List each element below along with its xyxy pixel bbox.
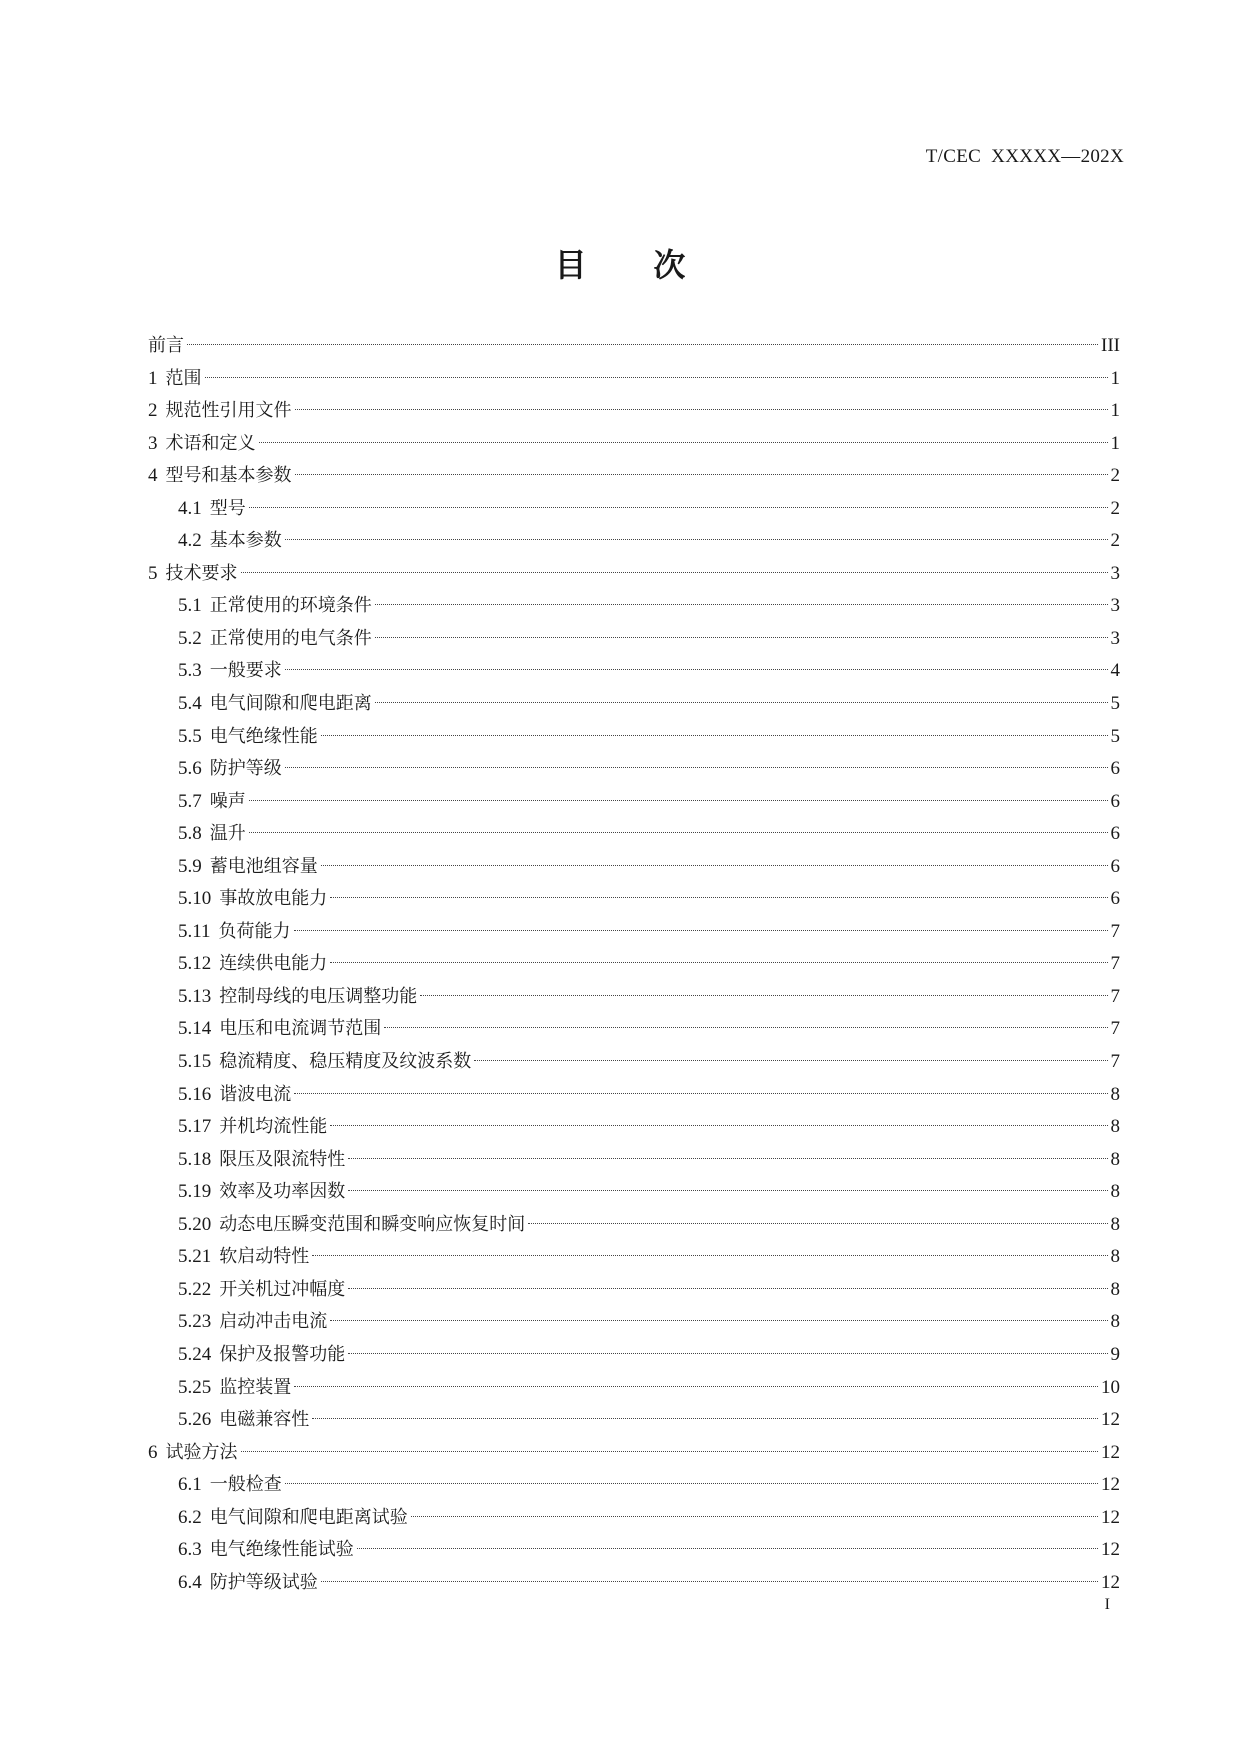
toc-entry-page: 6 <box>1110 790 1120 812</box>
toc-entry-title: 试验方法 <box>165 1441 238 1463</box>
toc-entry-title: 规范性引用文件 <box>165 400 292 422</box>
toc-dot-leader <box>241 1451 1099 1452</box>
toc-entry-number: 5.23 <box>178 1311 212 1333</box>
toc-entry-number: 5.14 <box>178 1018 212 1040</box>
toc-entry-number: 5.8 <box>178 823 202 845</box>
toc-dot-leader <box>321 1581 1098 1582</box>
toc-entry-title: 事故放电能力 <box>219 888 328 910</box>
toc-entry[interactable] <box>148 1013 1120 1046</box>
toc-entry[interactable] <box>148 395 1120 428</box>
toc-dot-leader <box>348 1190 1107 1191</box>
toc-entry-number: 5.18 <box>178 1148 212 1170</box>
toc-entry-title: 技术要求 <box>165 562 238 584</box>
toc-entry[interactable] <box>148 721 1120 754</box>
toc-entry[interactable] <box>148 818 1120 851</box>
toc-entry-page: 4 <box>1110 660 1120 682</box>
toc-entry-number: 5.6 <box>178 758 202 780</box>
toc-entry-page: 6 <box>1110 758 1120 780</box>
toc-entry-page: 8 <box>1110 1116 1120 1138</box>
toc-dot-leader <box>474 1060 1107 1061</box>
toc-entry-title: 电气间隙和爬电距离 <box>209 693 372 715</box>
toc-dot-leader <box>375 637 1108 638</box>
toc-entry[interactable] <box>148 1306 1120 1339</box>
toc-entry-number: 5.26 <box>178 1409 212 1431</box>
toc-entry-page: 8 <box>1110 1148 1120 1170</box>
toc-dot-leader <box>285 669 1108 670</box>
toc-dot-leader <box>249 832 1108 833</box>
toc-dot-leader <box>205 377 1108 378</box>
toc-entry-page: 8 <box>1110 1311 1120 1333</box>
toc-entry[interactable] <box>148 623 1120 656</box>
document-code: T/CEC XXXXX—202X <box>925 146 1124 167</box>
toc-dot-leader <box>295 474 1108 475</box>
toc-entry-page: 8 <box>1110 1278 1120 1300</box>
toc-entry-page: 3 <box>1110 595 1120 617</box>
page-title: 目 次 <box>554 246 686 284</box>
toc-entry-page: 7 <box>1110 985 1120 1007</box>
toc-entry-title: 噪声 <box>209 790 246 812</box>
toc-dot-leader <box>330 897 1107 898</box>
toc-entry-page: III <box>1101 335 1120 356</box>
toc-entry-title: 控制母线的电压调整功能 <box>219 985 418 1007</box>
toc-entry-page: 12 <box>1101 1409 1120 1431</box>
toc-entry-number: 4 <box>148 465 158 487</box>
toc-entry[interactable] <box>148 1209 1120 1242</box>
toc-entry-page: 1 <box>1110 400 1120 422</box>
toc-entry[interactable] <box>148 1502 1120 1535</box>
toc-dot-leader <box>411 1516 1098 1517</box>
toc-entry-number: 4.1 <box>178 497 202 519</box>
toc-entry[interactable] <box>148 883 1120 916</box>
toc-entry-title: 谐波电流 <box>219 1083 292 1105</box>
toc-dot-leader <box>321 865 1108 866</box>
toc-entry[interactable] <box>148 916 1120 949</box>
toc-entry-number: 6.2 <box>178 1506 202 1528</box>
toc-entry[interactable] <box>148 1079 1120 1112</box>
toc-dot-leader <box>285 1483 1098 1484</box>
toc-entry-number: 5.10 <box>178 888 212 910</box>
toc-entry-page: 12 <box>1101 1571 1120 1593</box>
toc-entry-title: 温升 <box>209 823 246 845</box>
toc-entry-page: 10 <box>1101 1376 1120 1398</box>
toc-entry-number: 5.7 <box>178 790 202 812</box>
toc-entry[interactable] <box>148 525 1120 558</box>
toc-entry[interactable] <box>148 590 1120 623</box>
toc-entry-page: 7 <box>1110 1051 1120 1073</box>
toc-entry-number: 4.2 <box>178 530 202 552</box>
toc-entry[interactable] <box>148 460 1120 493</box>
toc-entry-title: 防护等级试验 <box>209 1571 318 1593</box>
toc-entry-number: 6 <box>148 1441 158 1463</box>
toc-entry-title: 动态电压瞬变范围和瞬变响应恢复时间 <box>219 1213 526 1235</box>
toc-entry-number: 5.19 <box>178 1181 212 1203</box>
toc-entry-title: 电气绝缘性能 <box>209 725 318 747</box>
toc-dot-leader <box>528 1223 1107 1224</box>
toc-entry[interactable] <box>148 1144 1120 1177</box>
toc-entry-title: 正常使用的环境条件 <box>209 595 372 617</box>
toc-entry-number: 6.4 <box>178 1571 202 1593</box>
toc-entry[interactable] <box>148 363 1120 396</box>
toc-entry[interactable] <box>148 655 1120 688</box>
toc-entry[interactable] <box>148 851 1120 884</box>
toc-entry-number: 6.3 <box>178 1539 202 1561</box>
toc-entry-page: 8 <box>1110 1213 1120 1235</box>
toc-entry-number: 5.24 <box>178 1343 212 1365</box>
toc-entry-number: 6.1 <box>178 1474 202 1496</box>
toc-entry-page: 5 <box>1110 725 1120 747</box>
toc-dot-leader <box>241 572 1108 573</box>
toc-entry-title: 限压及限流特性 <box>219 1148 346 1170</box>
toc-entry-page: 1 <box>1110 367 1120 389</box>
toc-dot-leader <box>259 442 1108 443</box>
toc-entry-page: 6 <box>1110 823 1120 845</box>
toc-entry-number: 5.16 <box>178 1083 212 1105</box>
toc-dot-leader <box>321 735 1108 736</box>
toc-entry[interactable] <box>148 1274 1120 1307</box>
toc-entry-title: 型号 <box>209 497 246 519</box>
toc-dot-leader <box>294 1093 1107 1094</box>
toc-entry[interactable] <box>148 786 1120 819</box>
toc-entry-page: 7 <box>1110 1018 1120 1040</box>
toc-dot-leader <box>420 995 1107 996</box>
toc-entry-number: 5.12 <box>178 953 212 975</box>
toc-entry-title: 开关机过冲幅度 <box>219 1278 346 1300</box>
toc-entry-number: 5.15 <box>178 1051 212 1073</box>
toc-entry-number: 5.4 <box>178 693 202 715</box>
toc-entry-title: 连续供电能力 <box>219 953 328 975</box>
toc-entry[interactable] <box>148 1567 1120 1600</box>
toc-entry-page: 12 <box>1101 1506 1120 1528</box>
toc-entry-title: 正常使用的电气条件 <box>209 627 372 649</box>
toc-entry-number: 5.25 <box>178 1376 212 1398</box>
toc-entry-title: 防护等级 <box>209 758 282 780</box>
toc-entry-title: 电气间隙和爬电距离试验 <box>209 1506 408 1528</box>
toc-entry-number: 5.20 <box>178 1213 212 1235</box>
toc-dot-leader <box>348 1353 1107 1354</box>
toc-entry-title: 蓄电池组容量 <box>209 855 318 877</box>
toc-entry-title: 负荷能力 <box>218 920 291 942</box>
toc-dot-leader <box>330 1320 1107 1321</box>
toc-entry[interactable] <box>148 1534 1120 1567</box>
toc-entry-page: 8 <box>1110 1246 1120 1268</box>
toc-entry-number: 5 <box>148 562 158 584</box>
toc-entry-page: 12 <box>1101 1474 1120 1496</box>
toc-dot-leader <box>285 539 1108 540</box>
toc-entry-number: 1 <box>148 367 158 389</box>
toc-entry-title: 基本参数 <box>209 530 282 552</box>
toc-dot-leader <box>249 507 1108 508</box>
toc-dot-leader <box>249 800 1108 801</box>
toc-entry[interactable] <box>148 753 1120 786</box>
toc-entry[interactable] <box>148 330 1120 363</box>
toc-dot-leader <box>312 1418 1098 1419</box>
toc-dot-leader <box>312 1255 1107 1256</box>
toc-entry-number: 3 <box>148 432 158 454</box>
toc-entry-page: 6 <box>1110 888 1120 910</box>
toc-entry[interactable] <box>148 1404 1120 1437</box>
toc-entry-number: 5.11 <box>178 920 211 942</box>
toc-entry[interactable] <box>148 1111 1120 1144</box>
toc-entry[interactable] <box>148 1046 1120 1079</box>
toc-dot-leader <box>384 1027 1107 1028</box>
toc-entry-number: 5.3 <box>178 660 202 682</box>
toc-entry-page: 1 <box>1110 432 1120 454</box>
toc-entry[interactable] <box>148 948 1120 981</box>
toc-entry-title: 并机均流性能 <box>219 1116 328 1138</box>
toc-dot-leader <box>330 1125 1107 1126</box>
toc-entry-title: 电磁兼容性 <box>219 1409 310 1431</box>
toc-dot-leader <box>187 344 1098 345</box>
toc-entry-title: 软启动特性 <box>219 1246 310 1268</box>
toc-entry[interactable] <box>148 688 1120 721</box>
toc-entry-title: 电气绝缘性能试验 <box>209 1539 354 1561</box>
toc-dot-leader <box>357 1548 1098 1549</box>
page-number: I <box>1104 1596 1110 1613</box>
toc-dot-leader <box>295 409 1108 410</box>
toc-dot-leader <box>294 1386 1098 1387</box>
toc-entry-page: 2 <box>1110 497 1120 519</box>
toc-entry-title: 前言 <box>148 335 184 356</box>
toc-dot-leader <box>285 767 1108 768</box>
toc-entry-title: 保护及报警功能 <box>219 1343 346 1365</box>
toc-entry-title: 电压和电流调节范围 <box>219 1018 382 1040</box>
toc-entry-title: 型号和基本参数 <box>165 465 292 487</box>
toc-entry-page: 5 <box>1110 693 1120 715</box>
toc-dot-leader <box>330 962 1107 963</box>
toc-entry-title: 启动冲击电流 <box>219 1311 328 1333</box>
toc-entry[interactable] <box>148 981 1120 1014</box>
toc-entry-title: 监控装置 <box>219 1376 292 1398</box>
toc-entry-title: 一般检查 <box>209 1474 282 1496</box>
toc-entry[interactable] <box>148 1469 1120 1502</box>
toc-dot-leader <box>375 604 1108 605</box>
toc-entry-page: 3 <box>1110 627 1120 649</box>
toc-entry[interactable] <box>148 1372 1120 1405</box>
toc-entry-number: 5.17 <box>178 1116 212 1138</box>
toc-entry-title: 范围 <box>165 367 202 389</box>
toc-entry[interactable] <box>148 428 1120 461</box>
toc-entry-page: 12 <box>1101 1539 1120 1561</box>
toc-entry-number: 5.22 <box>178 1278 212 1300</box>
toc-entry-page: 9 <box>1110 1343 1120 1365</box>
toc-entry-number: 5.21 <box>178 1246 212 1268</box>
toc-entry[interactable] <box>148 558 1120 591</box>
toc-dot-leader <box>294 930 1108 931</box>
toc-entry-page: 12 <box>1101 1441 1120 1463</box>
toc-entry-title: 一般要求 <box>209 660 282 682</box>
toc-entry-page: 7 <box>1110 953 1120 975</box>
toc-entry-title: 术语和定义 <box>165 432 256 454</box>
toc-entry-number: 5.1 <box>178 595 202 617</box>
toc-entry-page: 2 <box>1110 530 1120 552</box>
toc-dot-leader <box>348 1158 1107 1159</box>
toc-dot-leader <box>348 1288 1107 1289</box>
toc-entry[interactable] <box>148 1241 1120 1274</box>
toc-entry-number: 5.13 <box>178 985 212 1007</box>
toc-entry-number: 5.9 <box>178 855 202 877</box>
toc-entry[interactable] <box>148 1437 1120 1470</box>
toc-entry-page: 2 <box>1110 465 1120 487</box>
toc-entry[interactable] <box>148 1176 1120 1209</box>
toc-entry-page: 8 <box>1110 1083 1120 1105</box>
toc-entry-title: 效率及功率因数 <box>219 1181 346 1203</box>
toc-entry[interactable] <box>148 1339 1120 1372</box>
toc-entry-page: 8 <box>1110 1181 1120 1203</box>
toc-entry-page: 6 <box>1110 855 1120 877</box>
toc-dot-leader <box>375 702 1108 703</box>
toc-entry-title: 稳流精度、稳压精度及纹波系数 <box>219 1051 472 1073</box>
table-of-contents <box>148 330 1120 1599</box>
toc-entry-number: 2 <box>148 400 158 422</box>
toc-entry-page: 7 <box>1110 920 1120 942</box>
toc-entry[interactable] <box>148 493 1120 526</box>
toc-entry-number: 5.2 <box>178 627 202 649</box>
toc-entry-page: 3 <box>1110 562 1120 584</box>
toc-entry-number: 5.5 <box>178 725 202 747</box>
